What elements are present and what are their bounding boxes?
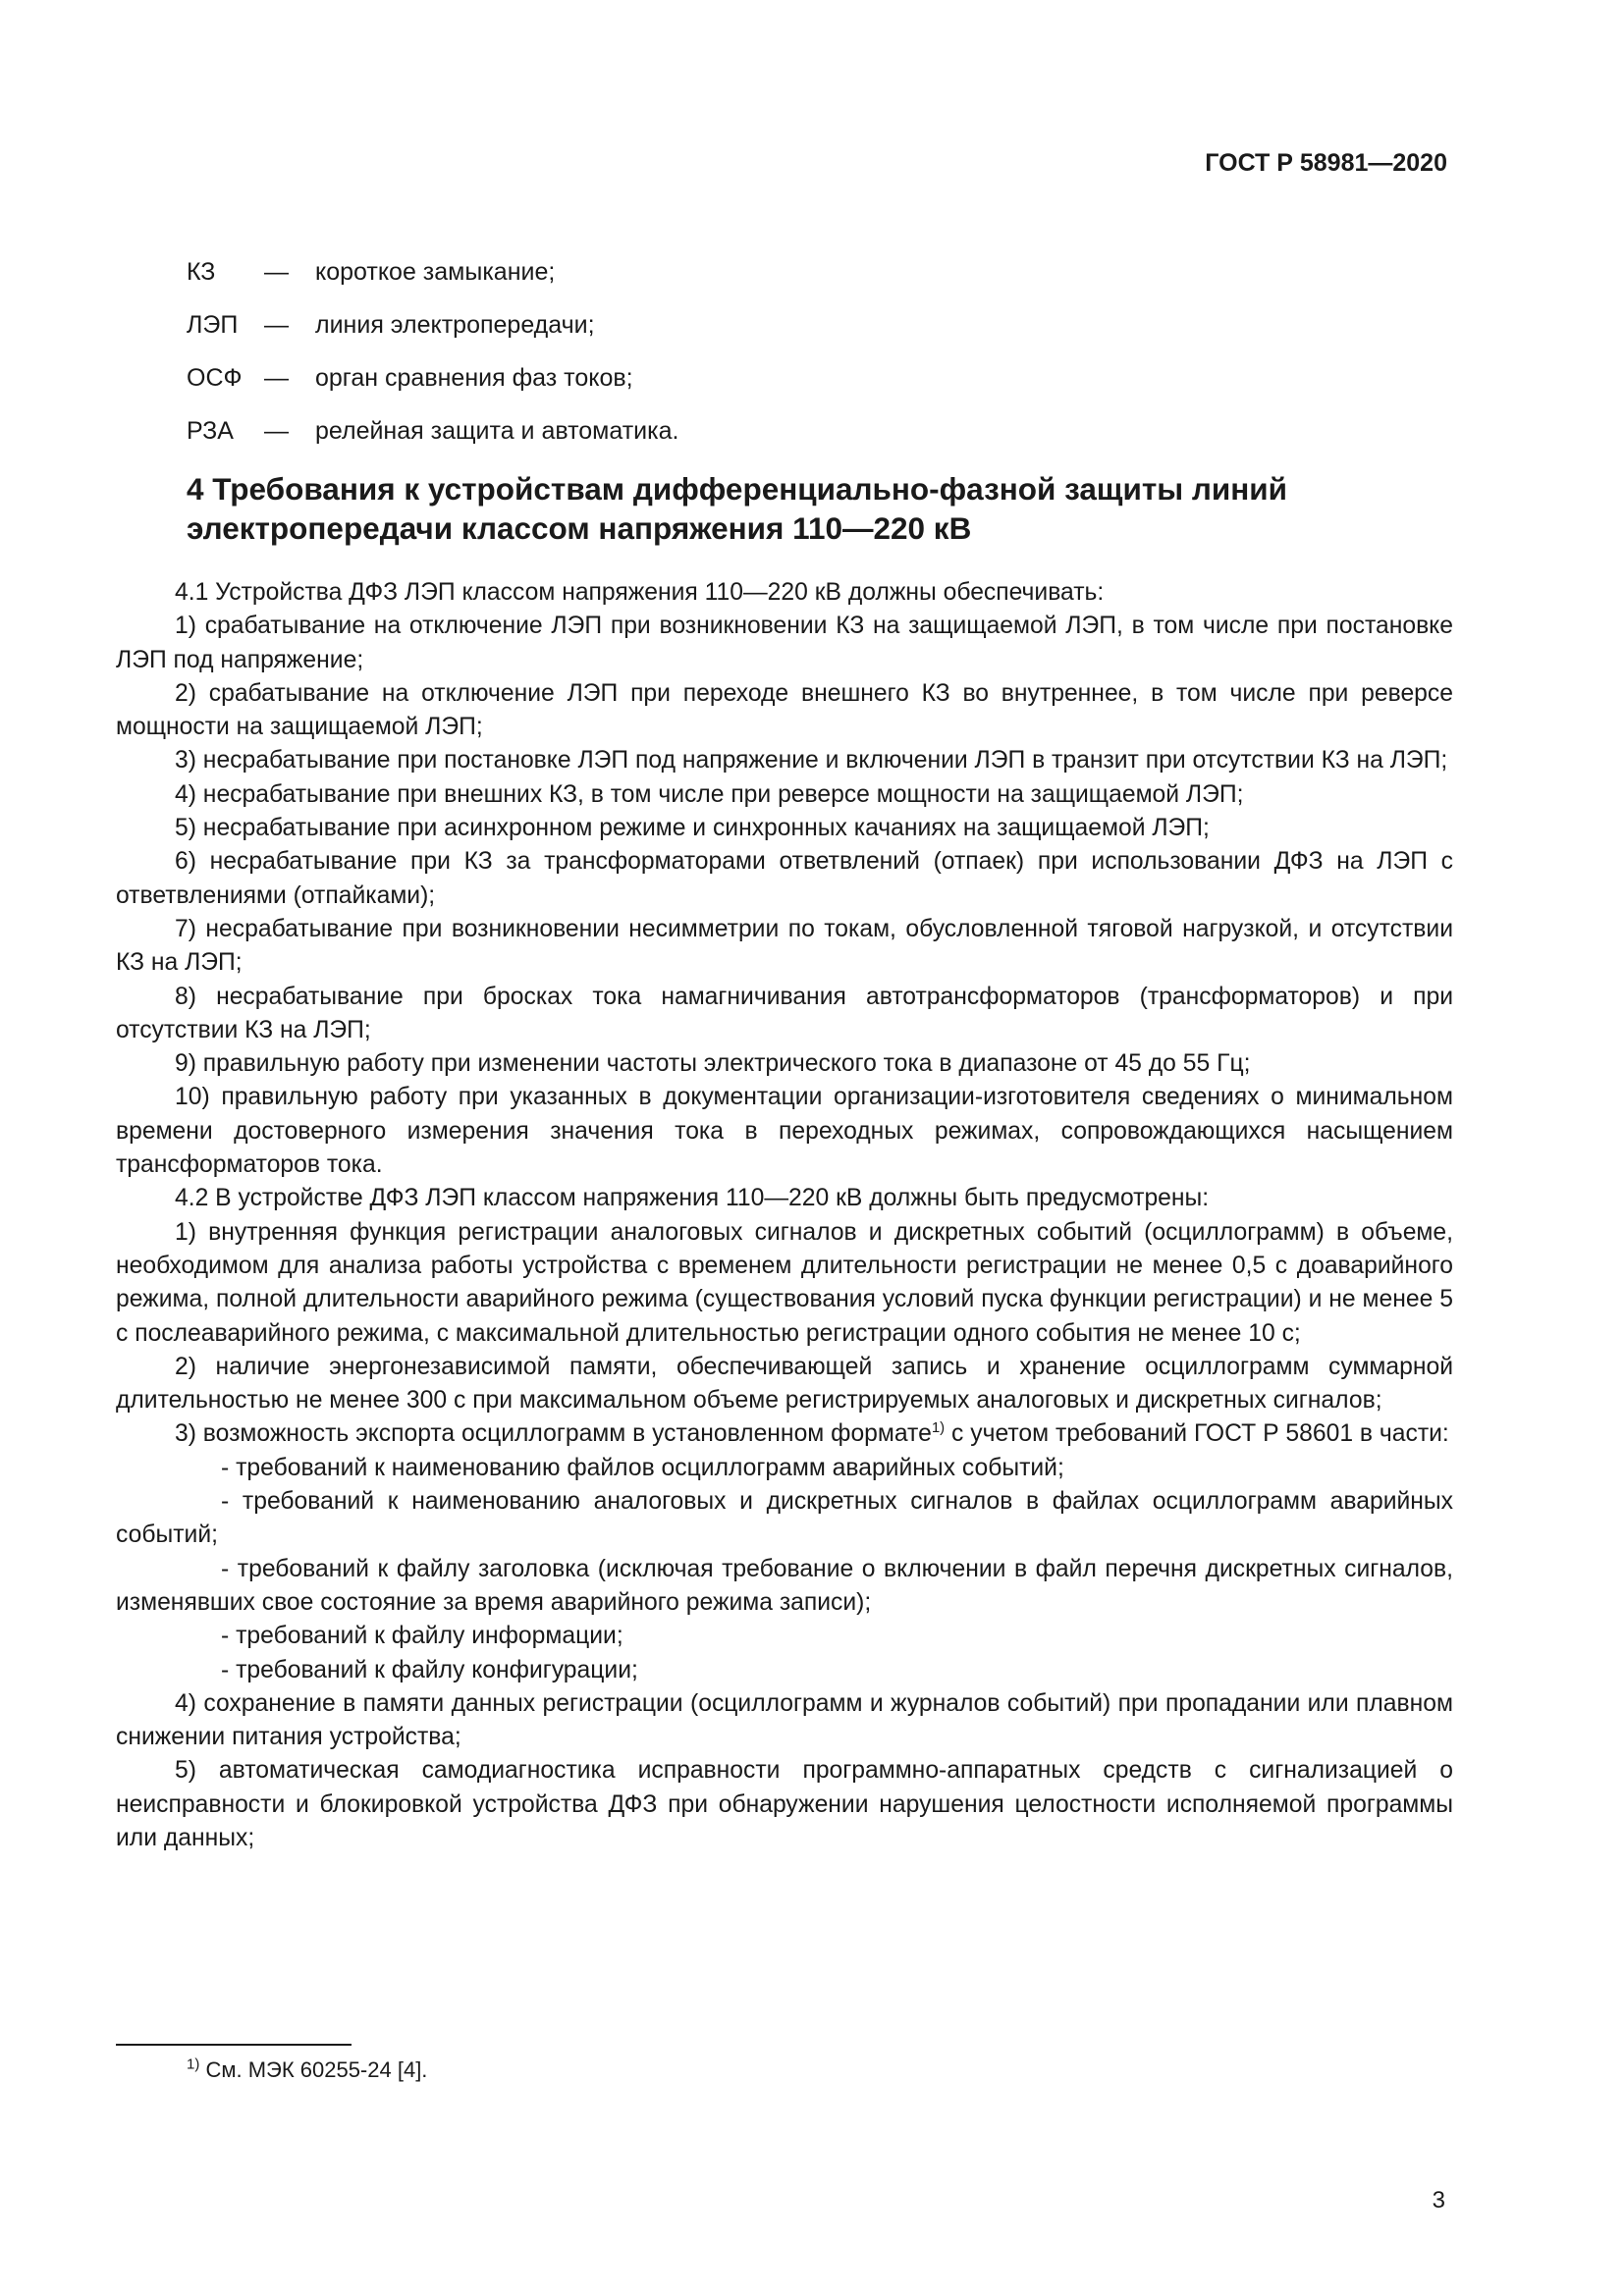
clause-4-2-item-3-text: 3) возможность экспорта осциллограмм в установленном формате xyxy=(175,1420,932,1448)
abbreviation-text: линия электропередачи; xyxy=(315,310,595,339)
page-number: 3 xyxy=(1432,2187,1445,2214)
clause-4-2-item-1: 1) внутренняя функция регистрации аналоговых сигналов и дискретных событий (осциллограмм) в объеме, необходимом для анализа работы устройства с временем длительности регистрации не менее 0,5 с доаварийного режима, полной длительности аварийного режима (существования условий пуска функции регистрации) и не менее 5 с послеаварийного режима, с максимальной длительностью регистрации одного события не менее 10 с; xyxy=(116,1218,1453,1347)
dash-list-item xyxy=(116,1620,1453,1653)
abbreviation-dash: — xyxy=(264,257,289,286)
clause-4-1-item-7: 7) несрабатывание при возникновении несимметрии по токам, обусловленной тяговой нагрузкой, и отсутствии КЗ на ЛЭП; xyxy=(116,915,1453,977)
abbreviation-code: КЗ xyxy=(187,257,216,286)
clause-4-2-item-5: 5) автоматическая самодиагностика исправности программно-аппаратных средств с сигнализацией о неисправности и блокировкой устройства ДФЗ при обнаружении нарушения целостности исполняемой программы или данных; xyxy=(116,1757,1453,1851)
clause-4-1-item-3: 3) несрабатывание при постановке ЛЭП под напряжение и включении ЛЭП в транзит при отсутствии КЗ на ЛЭП; xyxy=(175,747,1448,774)
dash-list-item xyxy=(116,1553,1453,1621)
clause-4-2-item-4: 4) сохранение в памяти данных регистрации (осциллограмм и журналов событий) при пропадании или плавном снижении питания устройства; xyxy=(116,1689,1453,1751)
dash-marker: - xyxy=(221,1454,230,1481)
dash-list-item xyxy=(116,1654,1453,1687)
abbreviation-dash: — xyxy=(264,363,289,392)
section-body xyxy=(116,576,1453,1855)
dash-item-text: требований к наименованию файлов осциллограмм аварийных событий; xyxy=(236,1454,1064,1481)
abbreviation-row xyxy=(187,351,678,404)
section-heading xyxy=(187,469,1453,548)
document-code-header: ГОСТ Р 58981—2020 xyxy=(1205,149,1447,177)
dash-item-text: требований к файлу заголовка (исключая требование о включении в файл перечня дискретных сигналов, изменявших свое состояние за время аварийного режима записи); xyxy=(116,1555,1454,1616)
dash-list-item xyxy=(116,1452,1453,1485)
dash-item-text: требований к файлу информации; xyxy=(236,1623,623,1650)
abbreviation-code: ОСФ xyxy=(187,363,243,392)
abbreviation-text: короткое замыкание; xyxy=(315,257,556,286)
dash-list-item xyxy=(116,1485,1453,1553)
clause-4-1-item-6: 6) несрабатывание при КЗ за трансформаторами ответвлений (отпаек) при использовании ДФЗ на ЛЭП с ответвлениями (отпайками); xyxy=(116,848,1453,909)
clause-4-2: 4.2 В устройстве ДФЗ ЛЭП классом напряжения 110—220 кВ должны быть предусмотрены: xyxy=(175,1185,1210,1212)
footnote-text: См. МЭК 60255-24 [4]. xyxy=(199,2057,428,2082)
dash-marker: - xyxy=(221,1488,230,1516)
abbreviation-dash: — xyxy=(264,416,289,445)
footnote xyxy=(187,2057,427,2083)
dash-marker: - xyxy=(221,1555,230,1582)
abbreviation-row xyxy=(187,245,678,298)
clause-4-2-item-2: 2) наличие энергонезависимой памяти, обеспечивающей запись и хранение осциллограмм суммарной длительностью не менее 300 с при максимальном объеме регистрируемых аналоговых и дискретных сигналов; xyxy=(116,1353,1453,1415)
abbreviation-row xyxy=(187,298,678,351)
abbreviation-list xyxy=(187,245,678,457)
clause-4-1-item-2: 2) срабатывание на отключение ЛЭП при переходе внешнего КЗ во внутреннее, в том числе при реверсе мощности на защищаемой ЛЭП; xyxy=(116,679,1453,741)
dash-item-text: требований к файлу конфигурации; xyxy=(236,1656,638,1683)
abbreviation-code: РЗА xyxy=(187,416,234,445)
dash-marker: - xyxy=(221,1623,230,1650)
abbreviation-row xyxy=(187,404,678,457)
abbreviation-dash: — xyxy=(264,310,289,339)
section-heading-line-2: электропередачи классом напряжения 110—220 кВ xyxy=(187,510,972,546)
footnote-reference: 1) xyxy=(931,1419,946,1437)
clause-4-1: 4.1 Устройства ДФЗ ЛЭП классом напряжения 110—220 кВ должны обеспечивать: xyxy=(175,579,1105,606)
section-heading-line-1: 4 Требования к устройствам дифференциально-фазной защиты линий xyxy=(187,471,1288,507)
clause-4-1-item-8: 8) несрабатывание при бросках тока намагничивания автотрансформаторов (трансформаторов) и при отсутствии КЗ на ЛЭП; xyxy=(116,983,1453,1043)
clause-4-2-item-3 xyxy=(116,1417,1453,1451)
clause-4-1-item-5: 5) несрабатывание при асинхронном режиме и синхронных качаниях на защищаемой ЛЭП; xyxy=(175,815,1210,842)
abbreviation-text: релейная защита и автоматика. xyxy=(315,416,679,445)
clause-4-2-item-3-tail: с учетом требований ГОСТ Р 58601 в части: xyxy=(945,1420,1449,1448)
footnote-mark: 1) xyxy=(187,2056,200,2073)
dash-item-text: требований к наименованию аналоговых и дискретных сигналов в файлах осциллограмм аварийных событий; xyxy=(116,1488,1453,1549)
clause-4-1-item-10: 10) правильную работу при указанных в документации организации-изготовителя сведениях о минимальном времени достоверного измерения значения тока в переходных режимах, сопровождающихся насыщением трансформаторов тока. xyxy=(116,1084,1453,1179)
abbreviation-code: ЛЭП xyxy=(187,310,239,339)
abbreviation-text: орган сравнения фаз токов; xyxy=(315,363,633,392)
clause-4-1-item-4: 4) несрабатывание при внешних КЗ, в том числе при реверсе мощности на защищаемой ЛЭП; xyxy=(175,780,1244,808)
clause-4-1-item-1: 1) срабатывание на отключение ЛЭП при возникновении КЗ на защищаемой ЛЭП, в том числе при постановке ЛЭП под напряжение; xyxy=(116,613,1453,673)
footnote-separator xyxy=(116,2044,352,2046)
dash-marker: - xyxy=(221,1656,230,1683)
clause-4-1-item-9: 9) правильную работу при изменении частоты электрического тока в диапазоне от 45 до 55 Гц; xyxy=(175,1050,1251,1078)
